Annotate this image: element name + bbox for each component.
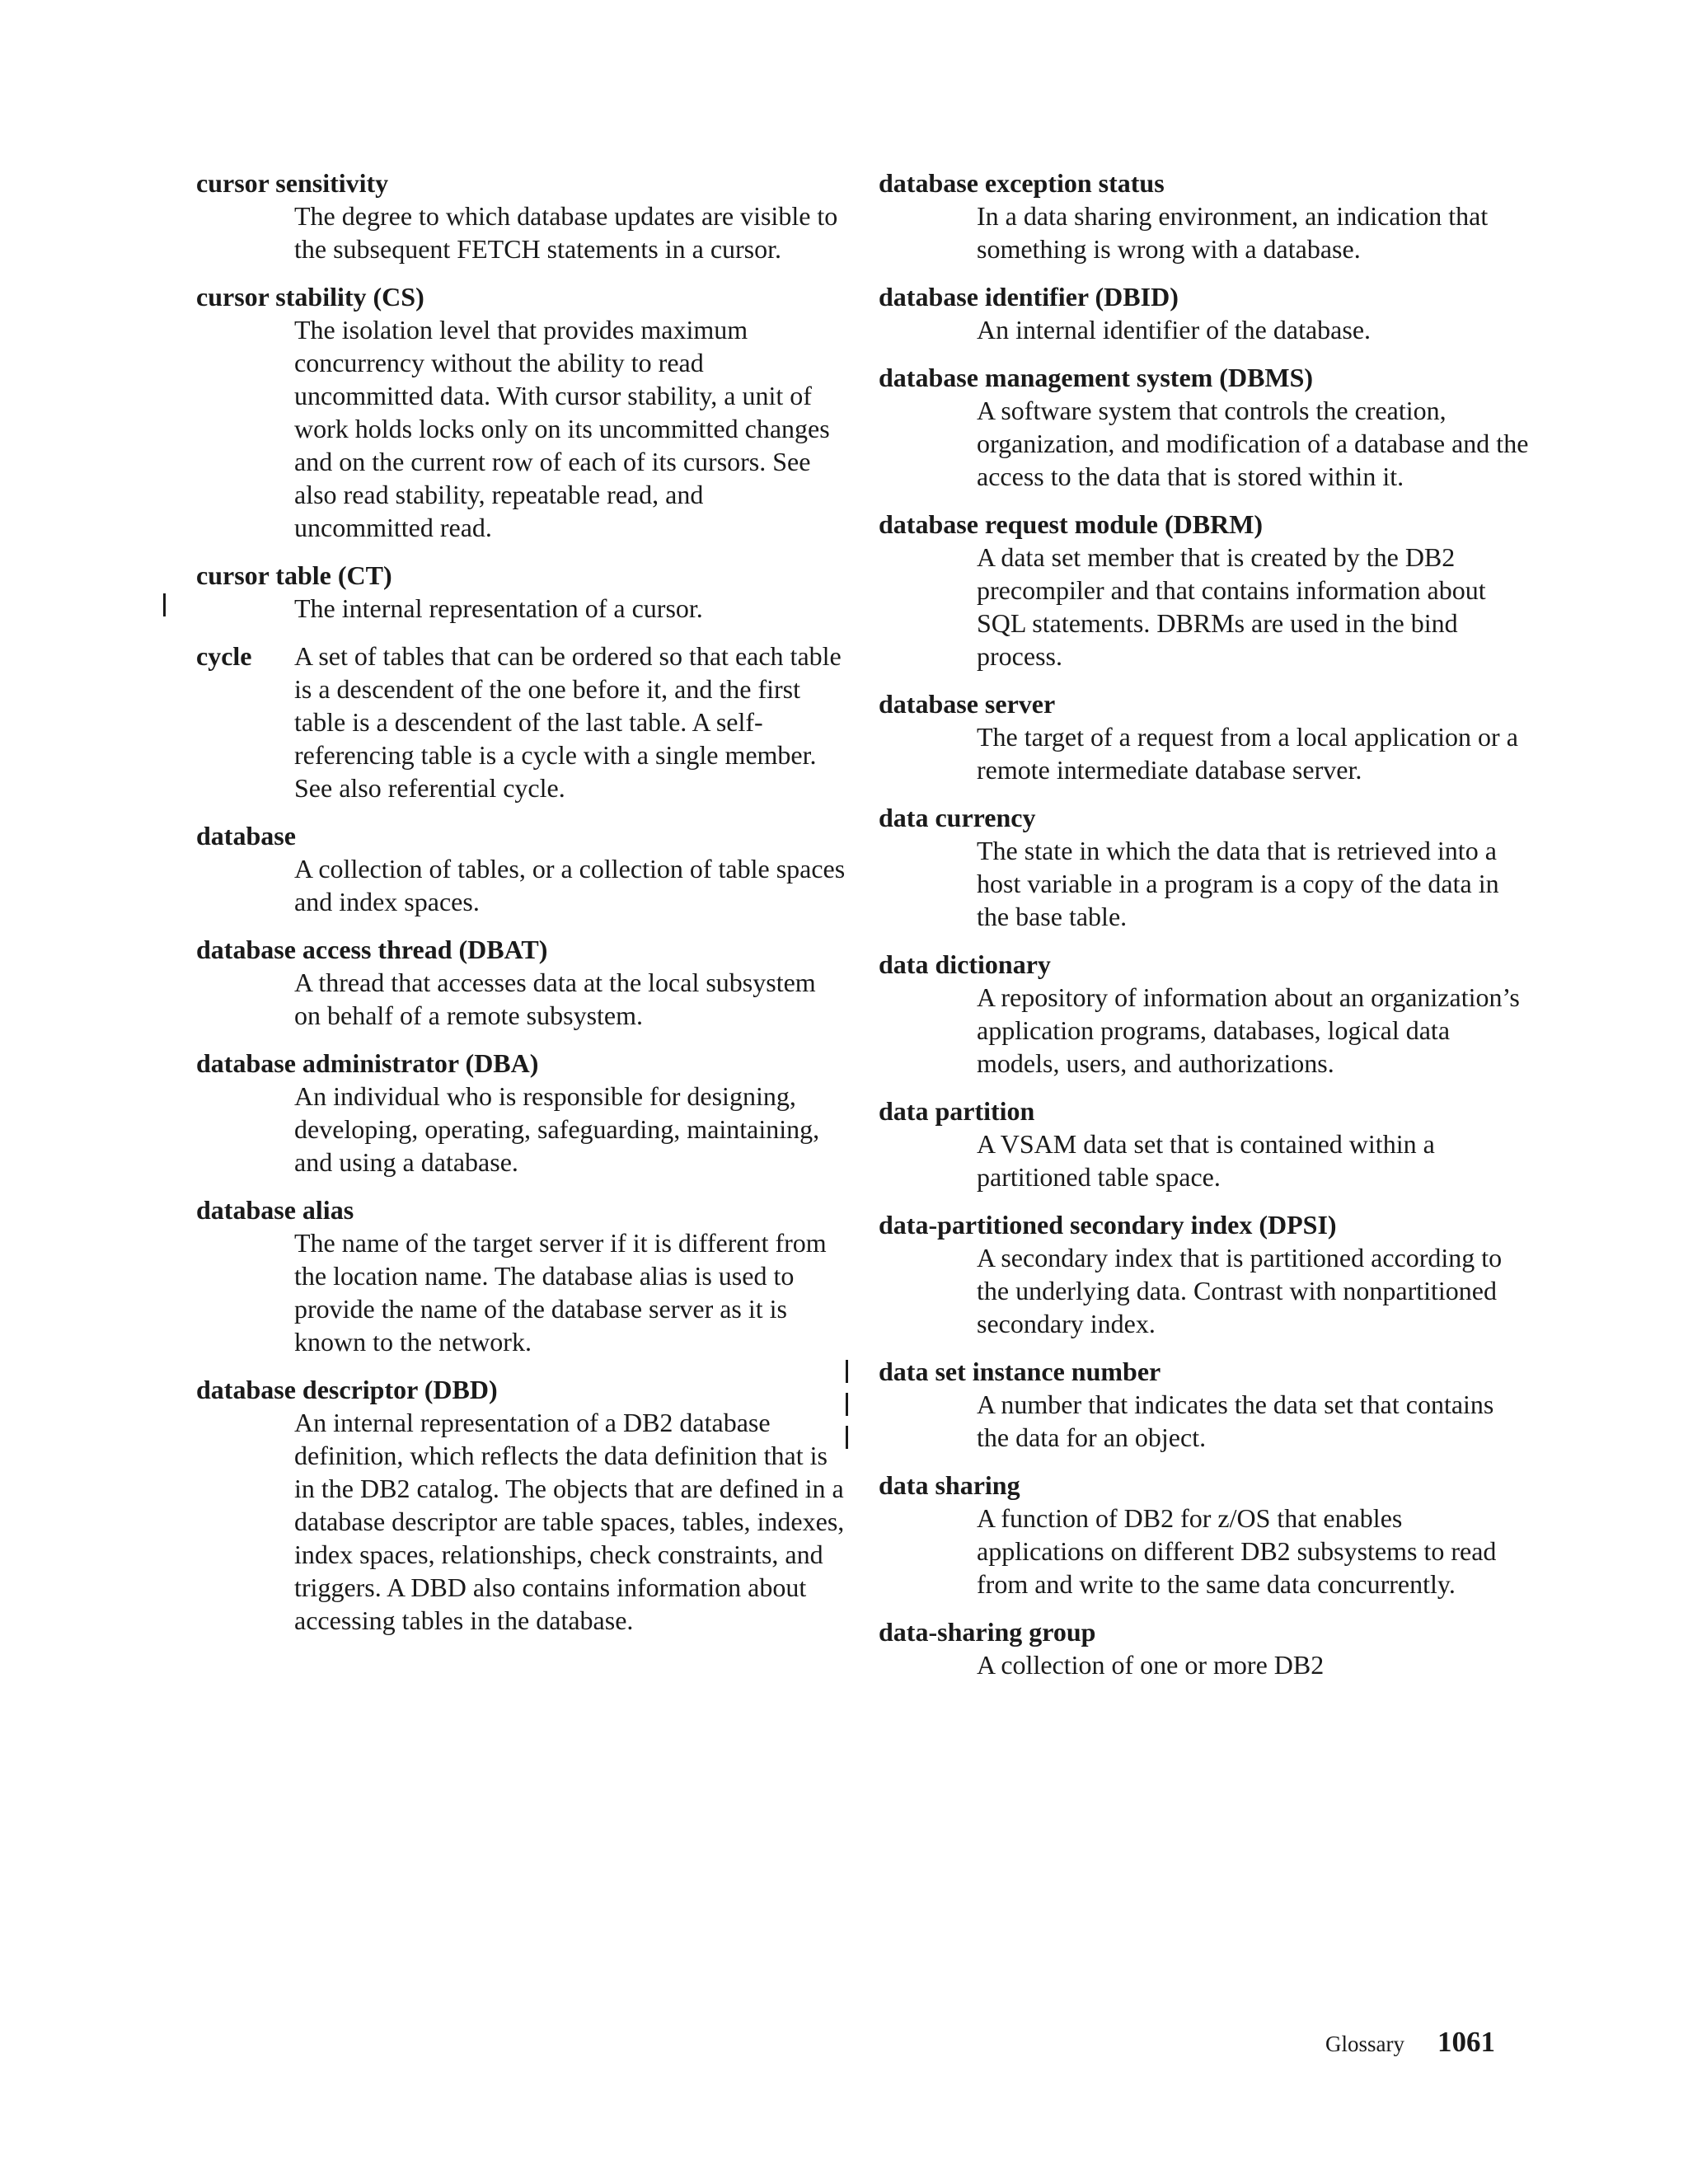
glossary-term: cursor table (CT) [196, 560, 392, 590]
glossary-entry [879, 361, 1530, 493]
glossary-entry [879, 801, 1530, 933]
glossary-term: data set instance number [879, 1357, 1161, 1386]
glossary-entry [879, 1615, 1530, 1681]
glossary-definition: An individual who is responsible for designing, developing, operating, safeguarding, maintaining, and using a database. [294, 1081, 820, 1177]
glossary-definition: A VSAM data set that is contained within a partitioned table space. [977, 1129, 1435, 1192]
glossary-term: database access thread (DBAT) [196, 935, 548, 964]
glossary-term: cycle [196, 641, 252, 671]
glossary-term: data currency [879, 803, 1036, 832]
glossary-term: database identifier (DBID) [879, 282, 1179, 312]
glossary-term: cursor stability (CS) [196, 282, 424, 312]
page-footer [1325, 2026, 1495, 2059]
glossary-definition: A data set member that is created by the DB2 precompiler and that contains information about SQL statements. DBRMs are used in the bind process. [977, 542, 1486, 671]
glossary-term: data sharing [879, 1470, 1020, 1500]
glossary-definition: A collection of tables, or a collection of table spaces and index spaces. [294, 854, 846, 916]
right-column [879, 166, 1530, 1696]
glossary-term: cursor sensitivity [196, 168, 389, 198]
footer-section-name: Glossary [1325, 2032, 1404, 2056]
glossary-definition: A repository of information about an organization’s application programs, databases, logical data models, users, and authorizations. [977, 982, 1520, 1078]
glossary-definition: A secondary index that is partitioned according to the underlying data. Contrast with nonpartitioned secondary index. [977, 1243, 1503, 1338]
revision-bar [846, 1360, 848, 1383]
revision-bar [846, 1393, 848, 1416]
glossary-definition: In a data sharing environment, an indication that something is wrong with a database. [977, 201, 1489, 264]
glossary-definition: An internal identifier of the database. [977, 315, 1372, 344]
glossary-term: data dictionary [879, 949, 1051, 979]
glossary-entry [196, 1193, 847, 1358]
glossary-entry [879, 166, 1530, 265]
glossary-term: database exception status [879, 168, 1165, 198]
glossary-entry [879, 1355, 1530, 1454]
glossary-term: database request module (DBRM) [879, 509, 1264, 539]
glossary-entry [879, 1469, 1530, 1601]
glossary-term: data-sharing group [879, 1617, 1096, 1647]
glossary-definition: A number that indicates the data set that contains the data for an object. [977, 1390, 1494, 1452]
revision-bar [163, 593, 166, 616]
glossary-term: database server [879, 689, 1056, 719]
glossary-definition: An internal representation of a DB2 database definition, which reflects the data definition that is in the DB2 catalog. The objects that are defined in a database descriptor are table spaces, tables, indexes, index spaces, relationships, check constraints, and triggers. A DBD also contains information about accessing tables in the database. [294, 1408, 845, 1635]
glossary-entry [196, 166, 847, 265]
glossary-definition: A function of DB2 for z/OS that enables applications on different DB2 subsystems to read from and write to the same data concurrently. [977, 1503, 1497, 1599]
glossary-term: data partition [879, 1096, 1035, 1126]
glossary-entry [196, 1373, 847, 1637]
glossary-entry [879, 687, 1530, 786]
glossary-definition: A collection of one or more DB2 [977, 1650, 1325, 1680]
glossary-entry [196, 933, 847, 1032]
glossary-entry [879, 508, 1530, 673]
glossary-entry [196, 640, 847, 804]
glossary-entry [196, 559, 847, 625]
revision-bar [846, 1426, 848, 1449]
glossary-term: database descriptor (DBD) [196, 1375, 498, 1404]
glossary-term: database management system (DBMS) [879, 363, 1314, 392]
glossary-entry [196, 280, 847, 544]
glossary-definition: The isolation level that provides maximum concurrency without the ability to read uncommitted data. With cursor stability, a unit of work holds locks only on its uncommitted changes and on the current row of each of its cursors. See also read stability, repeatable read, and uncommitted read. [294, 315, 830, 542]
left-column [196, 166, 847, 1652]
glossary-definition: A software system that controls the creation, organization, and modification of a database and the access to the data that is stored within it. [977, 396, 1529, 491]
glossary-term: database alias [196, 1195, 354, 1225]
glossary-entry [879, 1208, 1530, 1340]
glossary-definition: The internal representation of a cursor. [294, 593, 703, 623]
glossary-entry [879, 948, 1530, 1080]
glossary-entry [879, 280, 1530, 346]
glossary-definition: The name of the target server if it is different from the location name. The database alias is used to provide the name of the database server as it is known to the network. [294, 1228, 827, 1357]
glossary-term: data-partitioned secondary index (DPSI) [879, 1210, 1337, 1240]
glossary-definition: The degree to which database updates are visible to the subsequent FETCH statements in a cursor. [294, 201, 838, 264]
glossary-term: database [196, 821, 296, 851]
glossary-definition: The target of a request from a local application or a remote intermediate database server. [977, 722, 1518, 785]
glossary-term: database administrator (DBA) [196, 1048, 539, 1078]
glossary-entry [196, 819, 847, 918]
glossary-definition: The state in which the data that is retrieved into a host variable in a program is a copy of the data in the base table. [977, 836, 1499, 931]
glossary-entry [196, 1047, 847, 1179]
glossary-definition: A thread that accesses data at the local subsystem on behalf of a remote subsystem. [294, 968, 816, 1030]
page-number: 1061 [1437, 2026, 1495, 2058]
glossary-definition: A set of tables that can be ordered so that each table is a descendent of the one before it, and the first table is a descendent of the last table. A self-referencing table is a cycle with a single member. See also referential cycle. [294, 641, 842, 803]
glossary-entry [879, 1094, 1530, 1193]
